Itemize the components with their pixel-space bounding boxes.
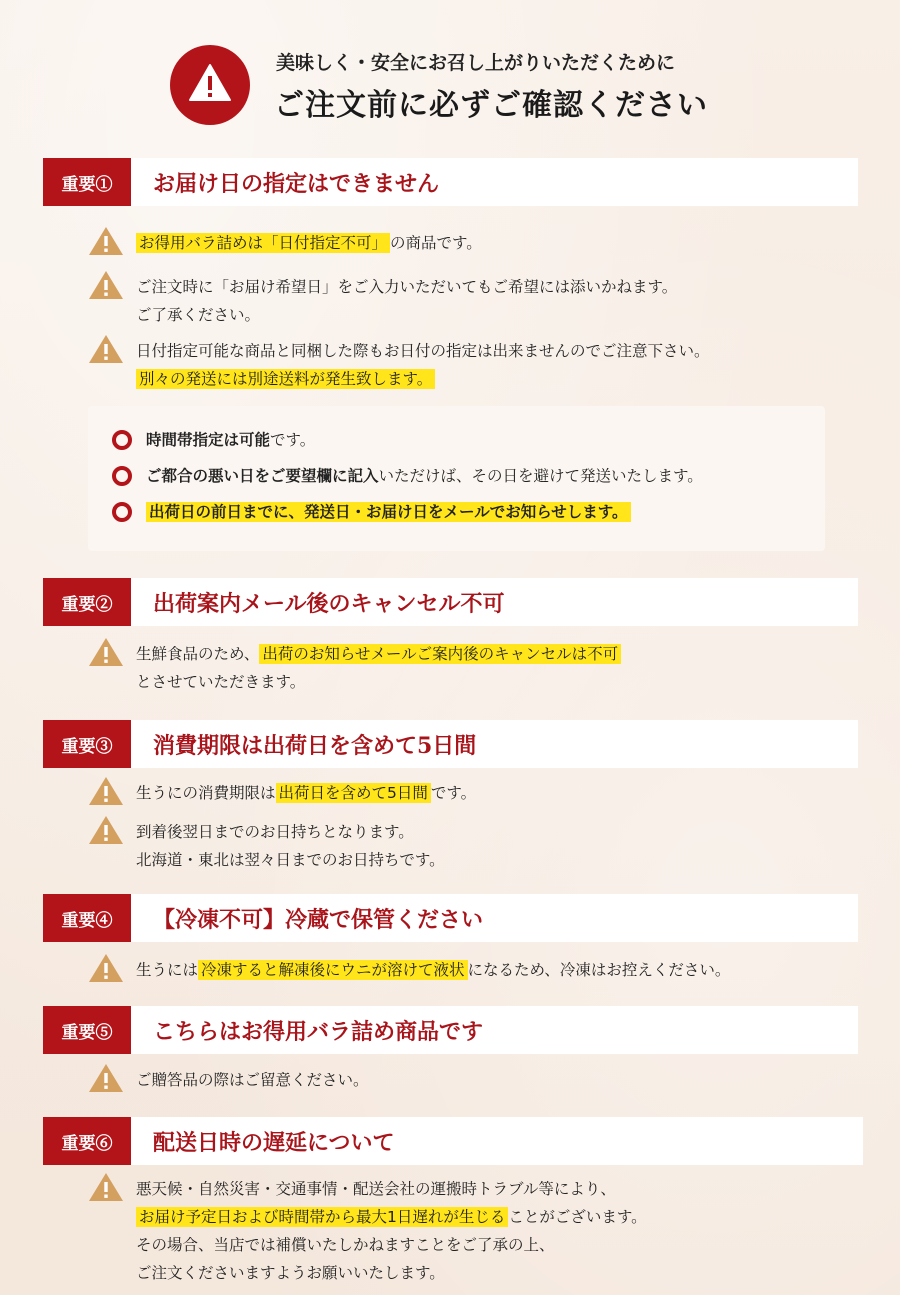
item-line xyxy=(136,337,710,365)
list-item xyxy=(88,779,476,807)
list-item xyxy=(88,337,710,393)
caution-icon xyxy=(88,270,124,300)
item-text xyxy=(136,640,621,696)
header-subtitle: 美味しく・安全にお召し上がりいただくために xyxy=(276,52,676,74)
text-segment: 生うにの消費期限は xyxy=(136,784,276,802)
section-title: お届け日の指定はできません xyxy=(131,158,858,206)
text-segment: ことがございます。 xyxy=(508,1208,647,1226)
text-segment: ご注文くださいますようお願いいたします。 xyxy=(136,1264,445,1282)
circle-icon xyxy=(112,430,132,450)
section-4-header xyxy=(43,894,858,942)
list-item xyxy=(88,640,621,696)
text-segment: その場合、当店では補償いたしかねますことをご了承の上、 xyxy=(136,1236,555,1254)
section-2-header xyxy=(43,578,858,626)
item-line xyxy=(136,1175,647,1203)
section-1-header xyxy=(43,158,858,206)
text-segment: 日付指定可能な商品と同梱した際もお日付の指定は出来ませんのでご注意下さい。 xyxy=(136,342,710,360)
list-item xyxy=(88,818,445,874)
section-badge: 重要③ xyxy=(43,720,131,768)
section-badge: 重要① xyxy=(43,158,131,206)
note-text xyxy=(146,426,315,454)
section-title: 出荷案内メール後のキャンセル不可 xyxy=(131,578,858,626)
caution-icon xyxy=(88,1063,124,1093)
highlight-text: 冷凍すると解凍後にウニが溶けて液状 xyxy=(198,960,468,980)
text-segment: 時間帯指定は可能 xyxy=(146,431,271,449)
text-segment: ご注文時に「お届け希望日」をご入力いただいてもご希望には添いかねます。 xyxy=(136,278,678,296)
section-title: こちらはお得用バラ詰め商品です xyxy=(131,1006,858,1054)
note-item xyxy=(112,498,631,526)
highlight-text: 出荷日を含めて5日間 xyxy=(276,783,431,803)
caution-icon xyxy=(88,953,124,983)
text-segment: ご都合の悪い日をご要望欄に記入 xyxy=(146,467,379,485)
text-segment: 生うには xyxy=(136,961,199,979)
item-line xyxy=(136,1259,647,1287)
section-title: 【冷凍不可】冷蔵で保管ください xyxy=(131,894,858,942)
list-item xyxy=(88,1066,369,1094)
item-text xyxy=(136,1066,369,1094)
section-badge: 重要④ xyxy=(43,894,131,942)
text-segment: の商品です。 xyxy=(390,234,482,252)
circle-icon xyxy=(112,502,132,522)
text-segment: になるため、冷凍はお控えください。 xyxy=(467,961,731,979)
section-title: 消費期限は出荷日を含めて5日間 xyxy=(131,720,858,768)
list-item xyxy=(88,229,482,257)
note-item xyxy=(112,426,315,454)
text-segment: 生鮮食品のため、 xyxy=(136,645,260,663)
item-line xyxy=(136,273,677,301)
item-line xyxy=(136,640,621,668)
item-line xyxy=(136,1231,647,1259)
page-title: ご注文前に必ずご確認ください xyxy=(274,88,708,123)
item-text xyxy=(136,956,730,984)
section-badge: 重要⑤ xyxy=(43,1006,131,1054)
item-line xyxy=(136,1203,647,1231)
text-segment: とさせていただきます。 xyxy=(136,673,306,691)
circle-icon xyxy=(112,466,132,486)
text-segment: 悪天候・自然災害・交通事情・配送会社の運搬時トラブル等により、 xyxy=(136,1180,616,1198)
page-header xyxy=(0,0,900,150)
item-text xyxy=(136,779,476,807)
text-segment: いただけば、その日を避けて発送いたします。 xyxy=(378,467,703,485)
item-text xyxy=(136,273,677,329)
warning-icon xyxy=(170,45,250,125)
item-line xyxy=(136,365,710,393)
highlight-text: 出荷日の前日までに、発送日・お届け日をメールでお知らせします。 xyxy=(146,502,631,522)
text-segment: 北海道・東北は翌々日までのお日持ちです。 xyxy=(136,851,445,869)
section-3-header xyxy=(43,720,858,768)
highlight-text: お得用バラ詰めは「日付指定不可」 xyxy=(136,233,390,253)
list-item xyxy=(88,956,730,984)
item-text xyxy=(136,229,482,257)
note-text xyxy=(146,498,631,526)
item-line xyxy=(136,301,677,329)
section-badge: 重要② xyxy=(43,578,131,626)
caution-icon xyxy=(88,776,124,806)
text-segment: です。 xyxy=(430,784,477,802)
highlight-text: お届け予定日および時間帯から最大1日遅れが生じる xyxy=(136,1207,508,1227)
text-segment: 到着後翌日までのお日持ちとなります。 xyxy=(136,823,414,841)
item-line xyxy=(136,668,621,696)
text-segment: ご了承ください。 xyxy=(136,306,261,324)
item-text xyxy=(136,1175,647,1287)
caution-icon xyxy=(88,637,124,667)
section-title: 配送日時の遅延について xyxy=(131,1117,863,1165)
caution-icon xyxy=(88,226,124,256)
section-5-header xyxy=(43,1006,858,1054)
section-badge: 重要⑥ xyxy=(43,1117,131,1165)
note-item xyxy=(112,462,703,490)
item-line xyxy=(136,846,445,874)
highlight-text: 出荷のお知らせメールご案内後のキャンセルは不可 xyxy=(259,644,621,664)
highlight-text: 別々の発送には別途送料が発生致します。 xyxy=(136,369,435,389)
caution-icon xyxy=(88,815,124,845)
list-item xyxy=(88,1175,647,1287)
note-text xyxy=(146,462,703,490)
list-item xyxy=(88,273,677,329)
text-segment: です。 xyxy=(270,431,316,449)
text-segment: ご贈答品の際はご留意ください。 xyxy=(136,1071,369,1089)
item-text xyxy=(136,337,710,393)
item-line xyxy=(136,818,445,846)
caution-icon xyxy=(88,334,124,364)
section-6-header xyxy=(43,1117,863,1165)
caution-icon xyxy=(88,1172,124,1202)
item-text xyxy=(136,818,445,874)
